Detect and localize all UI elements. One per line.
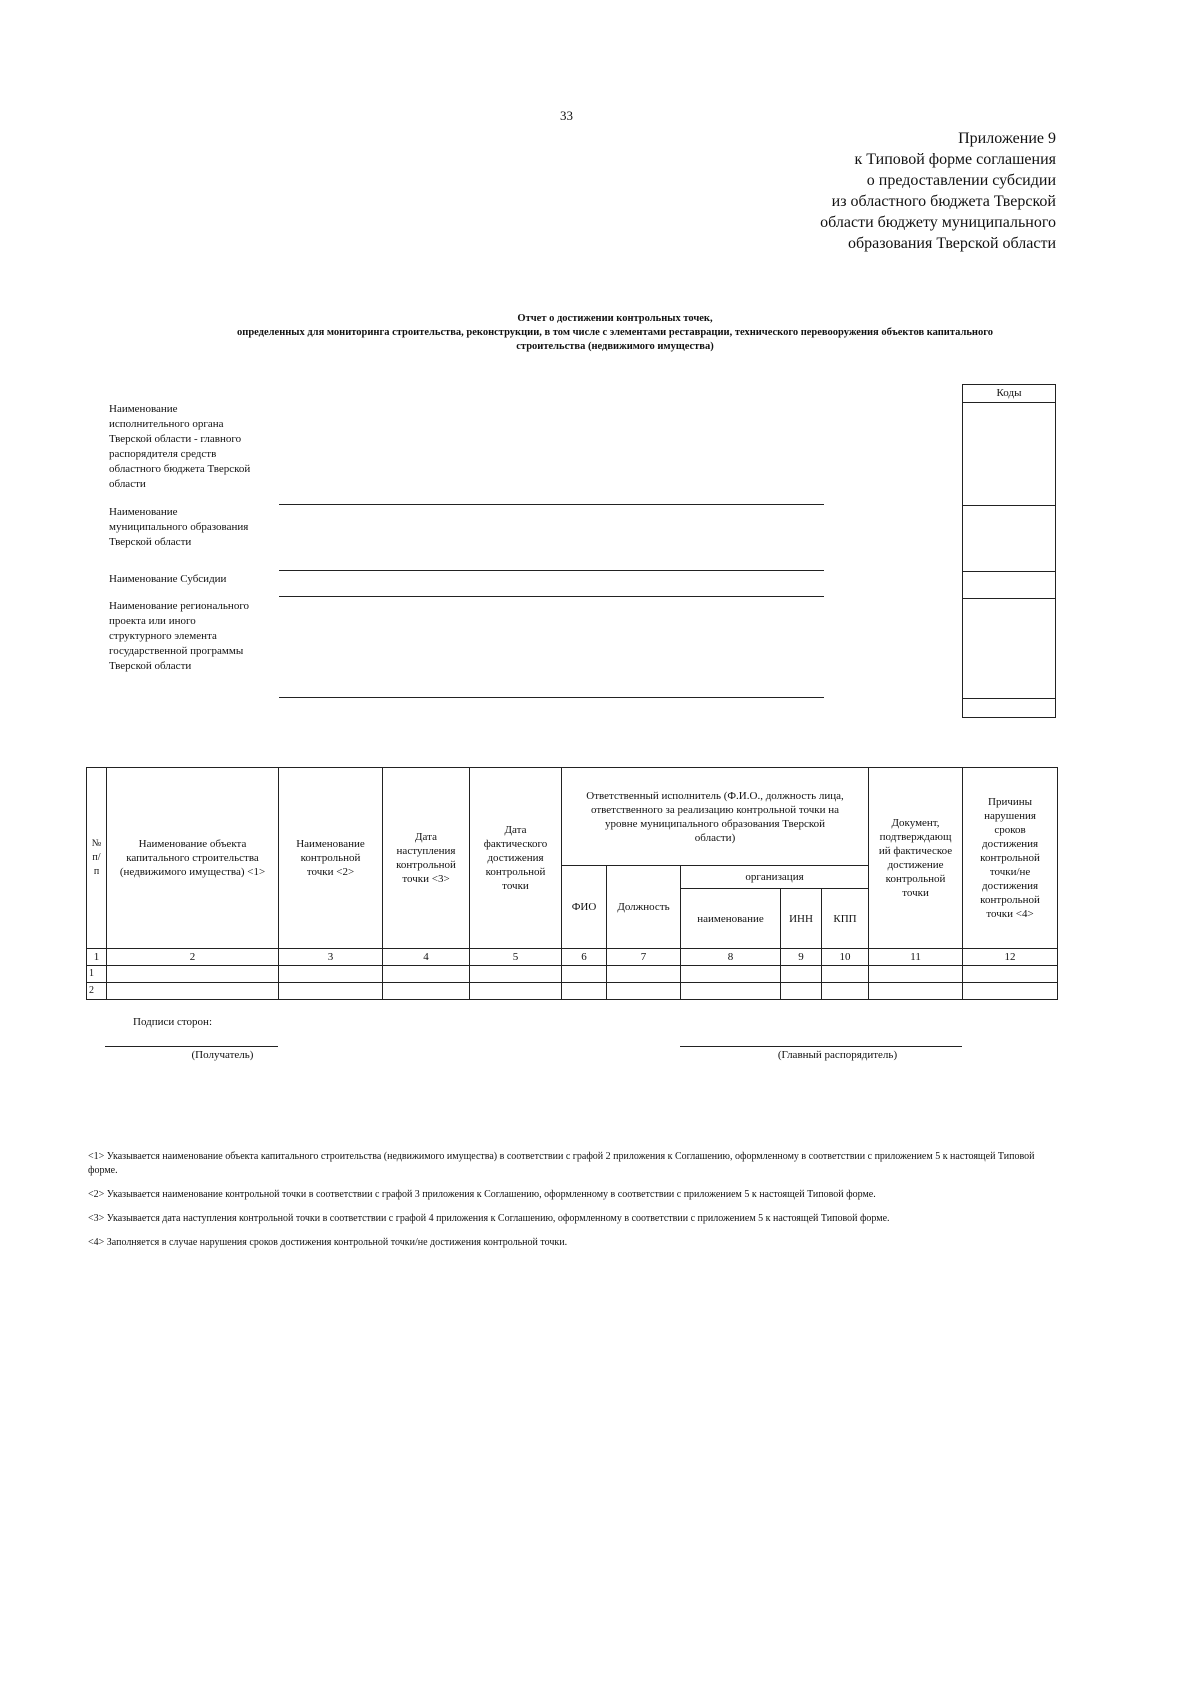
main-manager-caption: (Главный распорядитель) (777, 1049, 898, 1061)
field-label-executive-body: Наименование исполнительного органа Тверской области - главного распорядителя средств областного бюджета Тверской области (109, 403, 251, 490)
page-number: 33 (560, 108, 573, 123)
field-line-municipality[interactable] (279, 570, 824, 571)
column-number: 12 (963, 949, 1058, 966)
table-cell[interactable] (681, 983, 781, 1000)
field-label-municipality: Наименование муниципального образования Тверской области (109, 506, 249, 548)
table-cell[interactable] (562, 983, 607, 1000)
header-object: Наименование объекта капитального строительства (недвижимого имущества) <1> (107, 768, 279, 949)
field-label-regional-project: Наименование регионального проекта или иного структурного элемента государственной программы Тверской области (109, 600, 250, 672)
codes-box (962, 384, 1056, 718)
table-cell[interactable] (107, 983, 279, 1000)
table-cell[interactable] (822, 966, 869, 983)
table-cell[interactable] (279, 983, 383, 1000)
header-control-point: Наименование контрольной точки <2> (279, 768, 383, 949)
appendix-line: к Типовой форме соглашения (854, 151, 1056, 168)
field-label-subsidy: Наименование Субсидии (109, 573, 227, 585)
table-cell[interactable] (562, 966, 607, 983)
header-date-plan: Дата наступления контрольной точки <3> (383, 768, 470, 949)
code-cell-municipality[interactable] (963, 506, 1055, 572)
header-kpp: КПП (822, 889, 869, 949)
table-cell[interactable] (470, 966, 562, 983)
column-number: 5 (470, 949, 562, 966)
table-cell[interactable] (607, 983, 681, 1000)
report-title-line: строительства (недвижимого имущества) (516, 341, 714, 352)
appendix-line: области бюджету муниципального (820, 214, 1056, 231)
appendix-line: Приложение 9 (958, 130, 1056, 147)
header-date-fact: Дата фактического достижения контрольной точки (470, 768, 562, 949)
recipient-caption: (Получатель) (191, 1049, 254, 1061)
header-no: № п/ п (87, 768, 107, 949)
header-fio: ФИО (562, 866, 607, 949)
report-title (80, 312, 1150, 354)
appendix-header (736, 128, 1056, 254)
table-cell[interactable] (869, 983, 963, 1000)
code-cell-extra[interactable] (963, 699, 1055, 718)
report-title-line: Отчет о достижении контрольных точек, (517, 313, 713, 324)
column-numbers-row (87, 949, 1058, 966)
appendix-line: о предоставлении субсидии (866, 172, 1056, 189)
code-cell-executive-body[interactable] (963, 403, 1055, 506)
footnote: <4> Заполняется в случае нарушения сроков достижения контрольной точки/не достижения контрольной точки. (88, 1237, 568, 1248)
column-number: 7 (607, 949, 681, 966)
codes-header: Коды (963, 385, 1055, 403)
header-document: Документ, подтверждающ ий фактическое достижение контрольной точки (869, 768, 963, 949)
header-inn: ИНН (781, 889, 822, 949)
footnotes (88, 1150, 1050, 1260)
footnote: <3> Указывается дата наступления контрольной точки в соответствии с графой 4 приложения к Соглашению, оформленному в соответствии с приложением 5 к настоящей Типовой форме. (88, 1213, 890, 1224)
control-points-table (86, 767, 1058, 1000)
table-cell[interactable] (781, 983, 822, 1000)
appendix-line: образования Тверской области (847, 235, 1056, 252)
appendix-line: из областного бюджета Тверской (831, 193, 1056, 210)
table-cell[interactable] (383, 983, 470, 1000)
main-manager-signature-line[interactable] (680, 1046, 962, 1047)
footnote: <1> Указывается наименование объекта капитального строительства (недвижимого имущества) в соответствии с графой 2 приложения к Соглашению, оформленному в соответствии с приложением 5 к настоящей Типовой форме. (88, 1151, 1035, 1176)
column-number: 1 (87, 949, 107, 966)
column-number: 2 (107, 949, 279, 966)
table-cell[interactable] (781, 966, 822, 983)
column-number: 10 (822, 949, 869, 966)
signatures-label: Подписи сторон: (133, 1016, 213, 1028)
footnote: <2> Указывается наименование контрольной точки в соответствии с графой 3 приложения к Соглашению, оформленному в соответствии с приложением 5 к настоящей Типовой форме. (88, 1189, 876, 1200)
table-cell[interactable] (681, 966, 781, 983)
header-organization: организация (681, 866, 869, 889)
table-cell[interactable] (869, 966, 963, 983)
table-cell[interactable] (383, 966, 470, 983)
header-responsible: Ответственный исполнитель (Ф.И.О., должность лица, ответственного за реализацию контрольной точки на уровне муниципального образования Тверской области) (562, 768, 869, 866)
table-cell[interactable] (963, 983, 1058, 1000)
header-position: Должность (607, 866, 681, 949)
field-line-executive-body[interactable] (279, 504, 824, 505)
code-cell-subsidy[interactable] (963, 572, 1055, 599)
code-cell-regional-project[interactable] (963, 599, 1055, 699)
header-org-name: наименование (681, 889, 781, 949)
table-cell[interactable] (107, 966, 279, 983)
field-line-regional-project[interactable] (279, 697, 824, 698)
table-cell[interactable] (470, 983, 562, 1000)
table-cell[interactable] (822, 983, 869, 1000)
recipient-signature-line[interactable] (105, 1046, 278, 1047)
column-number: 4 (383, 949, 470, 966)
column-number: 6 (562, 949, 607, 966)
table-cell[interactable] (963, 966, 1058, 983)
row-number: 1 (87, 966, 107, 983)
column-number: 3 (279, 949, 383, 966)
row-number: 2 (87, 983, 107, 1000)
table-cell[interactable] (279, 966, 383, 983)
column-number: 11 (869, 949, 963, 966)
field-line-subsidy[interactable] (279, 596, 824, 597)
column-number: 8 (681, 949, 781, 966)
table-cell[interactable] (607, 966, 681, 983)
header-reasons: Причины нарушения сроков достижения контрольной точки/не достижения контрольной точки <4> (963, 768, 1058, 949)
column-number: 9 (781, 949, 822, 966)
table-row (87, 983, 1058, 1000)
report-title-line: определенных для мониторинга строительства, реконструкции, в том числе с элементами реставрации, технического перевооружения объектов капитального (237, 327, 993, 338)
table-row (87, 966, 1058, 983)
